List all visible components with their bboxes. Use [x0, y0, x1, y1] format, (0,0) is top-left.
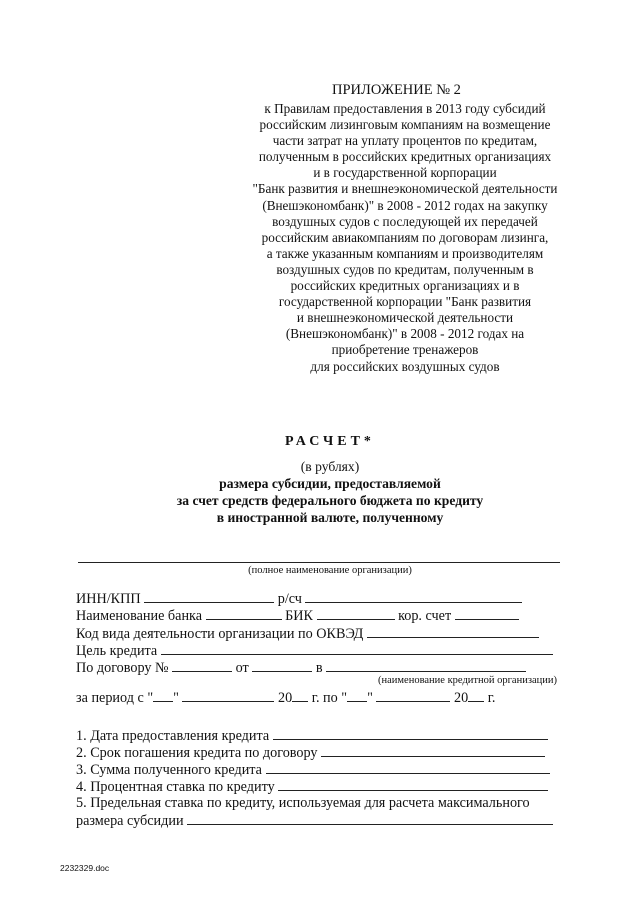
appendix-line: (Внешэкономбанк)" в 2008 - 2012 годах на закупку	[262, 197, 548, 213]
quote-close-end: "	[367, 690, 373, 706]
contract-date-field[interactable]	[252, 659, 312, 672]
appendix-line: к Правилам предоставления в 2013 году субсидий	[264, 101, 546, 116]
inn-row	[76, 590, 522, 608]
appendix-line: для российских воздушных судов	[310, 358, 500, 374]
appendix-reference	[200, 101, 610, 375]
appendix-line: (Внешэкономбанк)" в 2008 - 2012 годах на	[285, 326, 525, 342]
bik-label: БИК	[285, 608, 313, 624]
inn-label: ИНН/КПП	[76, 591, 141, 607]
quote-close: "	[173, 690, 179, 706]
period-start-year-field[interactable]	[292, 689, 308, 702]
appendix-line: российских кредитных организациях и в	[290, 278, 520, 294]
item-label: размера субсидии	[76, 813, 184, 829]
credit-maturity-field[interactable]	[321, 744, 545, 757]
appendix-line: и в государственной корпорации	[313, 165, 497, 181]
bank-label: Наименование банка	[76, 608, 203, 624]
item-label: 4. Процентная ставка по кредиту	[76, 779, 275, 795]
period-row	[76, 689, 495, 707]
bank-row	[76, 607, 519, 625]
calculation-units: (в рублях)	[300, 459, 360, 474]
interest-rate-field[interactable]	[278, 778, 548, 791]
item-label: 2. Срок погашения кредита по договору	[76, 745, 318, 761]
period-start-day-field[interactable]	[153, 689, 173, 702]
appendix-line: приобретение тренажеров	[331, 342, 479, 358]
appendix-line: российским авиакомпаниям по договорам лизинга,	[261, 229, 549, 245]
max-rate-field[interactable]	[187, 812, 553, 825]
credit-date-field[interactable]	[273, 727, 548, 740]
inn-kpp-field[interactable]	[144, 590, 274, 603]
item-label: 5. Предельная ставка по кредиту, используемая для расчета максимального	[76, 795, 530, 811]
year-to-label: г. по "	[308, 690, 348, 706]
appendix-line: государственной корпорации "Банк развития	[278, 294, 532, 310]
period-from-label: за период с "	[76, 690, 154, 706]
account-label: р/сч	[277, 591, 302, 607]
appendix-line: российским лизинговым компаниям на возмещение	[259, 117, 551, 133]
calculation-title: РАСЧЕТ*	[285, 434, 375, 449]
organization-name-field[interactable]	[78, 562, 560, 563]
year-end-label: г.	[484, 690, 496, 706]
appendix-line: и внешнеэкономической деятельности	[296, 310, 514, 326]
corr-account-field[interactable]	[455, 607, 519, 620]
calculation-subtitle-line: размера субсидии, предоставляемой	[219, 476, 441, 491]
period-end-month-field[interactable]	[376, 689, 450, 702]
purpose-label: Цель кредита	[76, 643, 158, 659]
calculation-subtitle	[0, 458, 640, 526]
period-end-day-field[interactable]	[347, 689, 367, 702]
item-row	[76, 727, 548, 745]
appendix-line: а также указанным компаниям и производителям	[266, 245, 544, 261]
period-end-year-field[interactable]	[468, 689, 484, 702]
appendix-line: воздушных судов с последующей их передачей	[272, 213, 538, 229]
item-row	[76, 744, 545, 762]
organization-caption: (полное наименование организации)	[248, 565, 412, 576]
appendix-line: "Банк развития и внешнеэкономической деятельности	[252, 181, 558, 197]
item-label: 3. Сумма полученного кредита	[76, 762, 262, 778]
year-prefix-end: 20	[453, 690, 469, 706]
appendix-line: воздушных судов по кредитам, полученным в	[276, 261, 534, 277]
credit-organization-caption: (наименование кредитной организации)	[378, 675, 557, 686]
item-row	[76, 812, 553, 830]
contract-from-label: от	[235, 660, 249, 676]
item-row	[76, 795, 530, 812]
item-row	[76, 761, 550, 779]
calculation-subtitle-line: за счет средств федерального бюджета по кредиту	[176, 493, 484, 508]
contract-in-label: в	[315, 660, 323, 676]
appendix-line: полученным в российских кредитных организациях	[258, 149, 552, 165]
item-label: 1. Дата предоставления кредита	[76, 728, 270, 744]
purpose-field[interactable]	[161, 642, 553, 655]
item-row	[76, 778, 548, 796]
bik-field[interactable]	[317, 607, 395, 620]
document-reference: 2232329.doc	[60, 863, 110, 873]
credit-amount-field[interactable]	[266, 761, 550, 774]
okved-label: Код вида деятельности организации по ОКВЭД	[76, 626, 364, 642]
appendix-line: части затрат на уплату процентов по кредитам,	[272, 133, 538, 149]
okved-field[interactable]	[367, 625, 539, 638]
bank-name-field[interactable]	[206, 607, 282, 620]
corr-account-label: кор. счет	[398, 608, 452, 624]
credit-organization-field[interactable]	[326, 659, 526, 672]
year-prefix-start: 20	[278, 690, 293, 706]
contract-number-field[interactable]	[172, 659, 232, 672]
appendix-title: ПРИЛОЖЕНИЕ № 2	[332, 82, 461, 98]
calculation-subtitle-line: в иностранной валюте, полученному	[216, 510, 444, 525]
period-start-month-field[interactable]	[182, 689, 274, 702]
okved-row	[76, 625, 539, 643]
purpose-row	[76, 642, 553, 660]
account-field[interactable]	[305, 590, 522, 603]
contract-label: По договору №	[76, 660, 169, 676]
